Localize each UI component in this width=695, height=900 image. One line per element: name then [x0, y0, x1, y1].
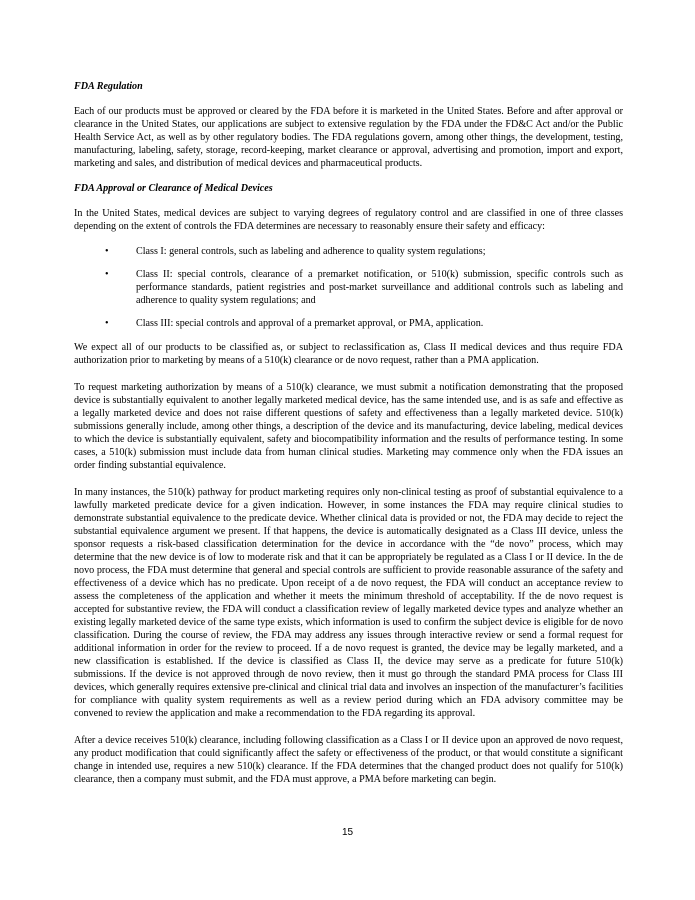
paragraph-post-clearance: After a device receives 510(k) clearance, including following classification as a Class I or II device upon an approved de novo request, any product modification that could significantly affect the safety or effectiveness of the product, or that would constitute a significant change in intended use, requires a new 510(k) clearance. If the FDA determines that the changed product does not qualify for 510(k) clearance, then a company must submit, and the FDA must approve, a PMA before marketing can begin. [74, 735, 623, 785]
page-number: 15 [341, 827, 354, 838]
paragraph-fda-regulation: Each of our products must be approved or cleared by the FDA before it is marketed in the United States. Before and after approval or clearance in the United States, our applications are subject to extensive regulation by the FDA under the FD&C Act and/or the Public Health Service Act, as well as by other regulatory bodies. The FDA regulations govern, among other things, the development, testing, manufacturing, labeling, safety, storage, record-keeping, market clearance or approval, advertising and promotion, import and export, marketing and sales, and distribution of medical devices and pharmaceutical products. [74, 106, 623, 169]
list-item-text: Class II: special controls, clearance of a premarket notification, or 510(k) submission, specific controls such as performance standards, patient registries and post-market surveillance and additional controls such as labeling and adherence to quality system regulations; and [136, 269, 623, 306]
section-heading-approval-clearance: FDA Approval or Clearance of Medical Devices [74, 183, 273, 194]
list-item-text: Class I: general controls, such as labeling and adherence to quality system regulations; [136, 246, 486, 257]
paragraph-510k-request: To request marketing authorization by means of a 510(k) clearance, we must submit a notification demonstrating that the proposed device is substantially equivalent to another legally marketed medical device, has the same intended use, and is as safe and effective as a legally marketed device and does not raise different questions of safety and effectiveness than a legally marketed device. 510(k) submissions generally include, among other things, a description of the device and its manufacturing, device labeling, medical devices to which the device is substantially equivalent, safety and biocompatibility information and the results of performance testing. In some cases, a 510(k) submission must include data from human clinical studies. Marketing may commence only when the FDA issues an order finding substantial equivalence. [74, 382, 623, 471]
list-item-text: Class III: special controls and approval of a premarket approval, or PMA, application. [136, 318, 484, 329]
bullet-icon: • [105, 269, 109, 280]
list-item-class-i [74, 245, 623, 258]
bullet-icon: • [105, 246, 109, 257]
device-class-list [74, 245, 623, 330]
section-heading-fda-regulation: FDA Regulation [74, 81, 143, 92]
paragraph-class-ii-expectation: We expect all of our products to be classified as, or subject to reclassification as, Class II medical devices and thus require FDA authorization prior to marketing by means of a 510(k) clearance or de novo request, rather than a PMA application. [74, 342, 623, 366]
list-item-class-ii [74, 268, 623, 307]
page-content [74, 80, 623, 786]
bullet-icon: • [105, 318, 109, 329]
paragraph-de-novo-process: In many instances, the 510(k) pathway for product marketing requires only non-clinical testing as proof of substantial equivalence to a lawfully marketed predicate device for a given indication. However, in some instances the FDA may require clinical studies to demonstrate substantial equivalence to the predicate device. Whether clinical data is provided or not, the FDA may decide to reject the substantial equivalence argument we present. If that happens, the device is automatically designated as a Class III device, unless the sponsor requests a risk-based classification determination for the device in accordance with the “de novo” process, which may determine that the new device is of low to moderate risk and that it can be appropriately be regulated as a Class I or II device. In the de novo process, the FDA must determine that general and special controls are sufficient to provide reasonable assurance of the safety and effectiveness of a device which has no predicate. Upon receipt of a de novo request, the FDA will conduct an acceptance review to assess the completeness of the application and whether it meets the minimum threshold of acceptability. If the de novo request is accepted for substantive review, the FDA will conduct a classification review of legally marketed device types and analyze whether an existing legally marketed device of the same type exists, which information is used to confirm the subject device is eligible for de novo classification. During the course of review, the FDA may address any issues through interactive review or send a formal request for additional information in order for the review to proceed. If a de novo request is granted, the device may be legally marketed, and a new classification is established. If the device is classified as Class II, the device may serve as a predicate for future 510(k) submissions. If the device is not approved through de novo review, then it must go through the standard PMA process for Class III devices, which generally requires extensive pre-clinical and clinical trial data and involves an inspection of the manufacturer’s facilities for compliance with quality system requirements as well as a review period during which an FDA advisory committee may be convened to review the application and make a recommendation to the FDA regarding its approval. [74, 487, 623, 719]
paragraph-device-classes-intro: In the United States, medical devices are subject to varying degrees of regulatory control and are classified in one of three classes depending on the extent of controls the FDA determines are necessary to reasonably ensure their safety and efficacy: [74, 208, 623, 232]
list-item-class-iii [74, 317, 623, 330]
